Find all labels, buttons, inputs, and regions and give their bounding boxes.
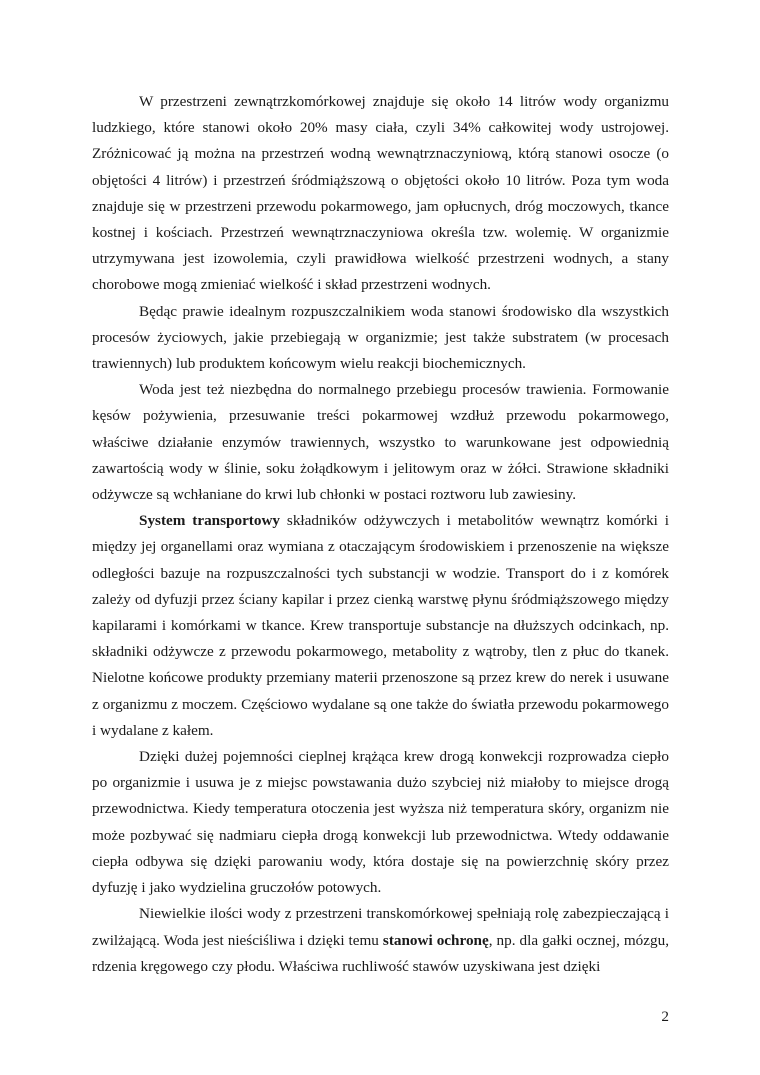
term-protection: stanowi ochronę bbox=[382, 931, 489, 949]
term-transport-system: System transportowy bbox=[139, 512, 281, 530]
paragraph-heat-capacity: Dzięki dużej pojemności cieplnej krążąca krew drogą konwekcji rozprowadza ciepło po organizmie i usuwa je z miejsc powstawania dużo szybciej niż miałoby to miejsce drogą przewodnictwa. Kiedy temperatura otoczenia jest wyższa niż temperatura skóry, organizm nie może pozbywać się nadmiaru ciepła drogą konwekcji lub przewodnictwa. Wtedy oddawanie ciepła odbywa się dzięki parowaniu wody, która dostaje się na powierzchnię skóry przez dyfuzję i jako wydzielina gruczołów potowych. bbox=[92, 748, 669, 897]
paragraph-extracellular-space: W przestrzeni zewnątrzkomórkowej znajduje się około 14 litrów wody organizmu ludzkiego, które stanowi około 20% masy ciała, czyli 34% całkowitej wody ustrojowej. Zróżnicować ją można na przestrzeń wodną wewnątrznaczyniową, którą stanowi osocze (o objętości 4 litrów) i przestrzeń śródmiąższową o objętości około 10 litrów. Poza tym woda znajduje się w przestrzeni przewodu pokarmowego, jam opłucnych, dróg moczowych, tkance kostnej i kościach. Przestrzeń wewnątrznaczyniowa określa tzw. wolemię. W organizmie utrzymywana jest izowolemia, czyli prawidłowa wielkość przestrzeni wodnych, a stany chorobowe mogą zmieniać wielkość i skład przestrzeni wodnych. bbox=[92, 93, 669, 294]
paragraph-protection-after: , np. dla gałki ocznej, mózgu, rdzenia kręgowego czy płodu. Właściwa ruchliwość stawów uzyskiwana jest dzięki bbox=[92, 931, 669, 975]
page-number: 2 bbox=[661, 1008, 669, 1025]
paragraph-solvent: Będąc prawie idealnym rozpuszczalnikiem woda stanowi środowisko dla wszystkich procesów życiowych, jakie przebiegają w organizmie; jest także substratem (w procesach trawiennych) lub produktem końcowym wielu reakcji biochemicznych. bbox=[92, 302, 669, 373]
paragraph-transport-system bbox=[92, 508, 669, 744]
paragraph-transport-rest: składników odżywczych i metabolitów wewnątrz komórki i między jej organellami oraz wymiana z otaczającym środowiskiem i przenoszenie na większe odległości bazuje na rozpuszczalności tych substancji w wodzie. Transport do i z komórek zależy od dyfuzji przez ściany kapilar i przez cienką warstwę płynu śródmiąższowego między kapilarami i komórkami w tkance. Krew transportuje substancje na dłuższych odcinkach, np. składniki odżywcze z przewodu pokarmowego, metabolity z wątroby, tlen z płuc do tkanek. Nielotne końcowe produkty przemiany materii przenoszone są przez krew do nerek i usuwane z organizmu z moczem. Częściowo wydalane są one także do światła przewodu pokarmowego i wydalane z kałem. bbox=[92, 512, 669, 739]
body-text bbox=[92, 89, 669, 980]
paragraph-protection-before: Niewielkie ilości wody z przestrzeni transkomórkowej spełniają rolę zabezpieczającą i zwilżającą. Woda jest nieściśliwa i dzięki temu bbox=[92, 905, 669, 949]
paragraph-digestion: Woda jest też niezbędna do normalnego przebiegu procesów trawienia. Formowanie kęsów pożywienia, przesuwanie treści pokarmowej wzdłuż przewodu pokarmowego, właściwe działanie enzymów trawiennych, wszystko to warunkowane jest odpowiednią zawartością wody w ślinie, soku żołądkowym i jelitowym oraz w żółci. Strawione składniki odżywcze są wchłaniane do krwi lub chłonki w postaci roztworu lub zawiesiny. bbox=[92, 381, 669, 504]
paragraph-protection bbox=[92, 901, 669, 980]
